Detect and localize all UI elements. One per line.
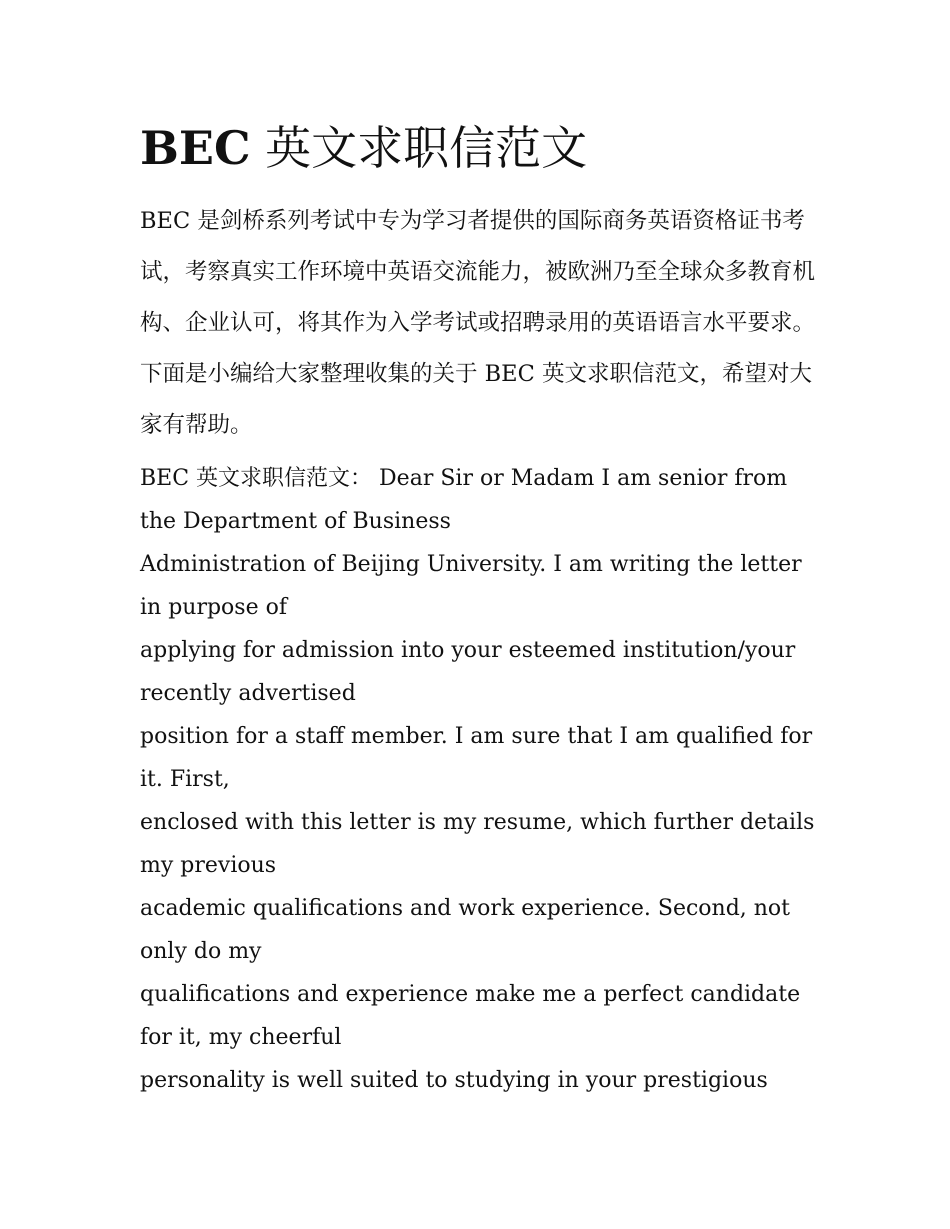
letter-line: position for a staff member. I am sure that I am qualified for it. First, bbox=[140, 724, 813, 792]
document-title bbox=[140, 112, 815, 184]
letter-line: personality is well suited to studying in your prestigious bbox=[140, 1068, 768, 1093]
document-title-cjk: 英文求职信范文 bbox=[250, 121, 588, 175]
letter-line: Administration of Beijing University. I am writing the letter in purpose of bbox=[140, 552, 802, 620]
letter-line: qualifications and experience make me a perfect candidate for it, my cheerful bbox=[140, 982, 801, 1050]
letter-line: BEC 英文求职信范文： Dear Sir or Madam I am senior from the Department of Business bbox=[140, 466, 788, 534]
letter-line: applying for admission into your esteemed institution/your recently advertised bbox=[140, 638, 796, 706]
document-title-latin: BEC bbox=[140, 121, 251, 175]
letter-line: enclosed with this letter is my resume, which further details my previous bbox=[140, 810, 815, 878]
letter-body bbox=[140, 457, 815, 1102]
document-body bbox=[140, 112, 815, 1102]
letter-line: academic qualifications and work experience. Second, not only do my bbox=[140, 896, 791, 964]
intro-paragraph: BEC 是剑桥系列考试中专为学习者提供的国际商务英语资格证书考试，考察真实工作环境中英语交流能力，被欧洲乃至全球众多教育机构、企业认可，将其作为入学考试或招聘录用的英语语言水平要求。下面是小编给大家整理收集的关于 BEC 英文求职信范文，希望对大家有帮助。 bbox=[140, 208, 816, 438]
